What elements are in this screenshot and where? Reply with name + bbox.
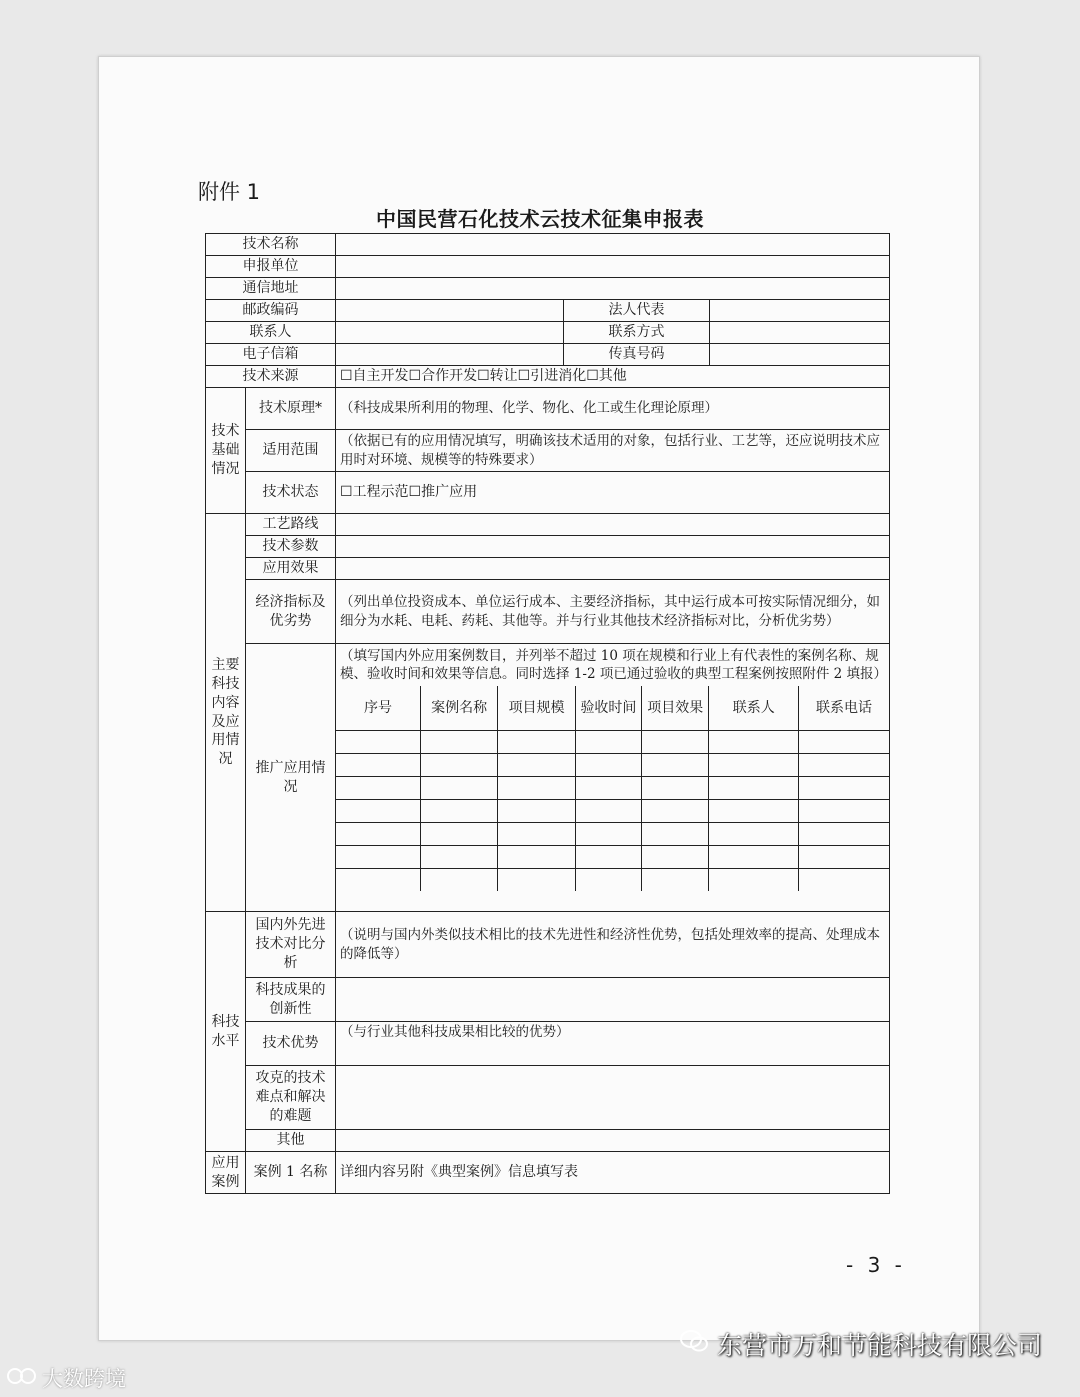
- case-cell[interactable]: [709, 753, 798, 776]
- tech-params-field[interactable]: [336, 536, 890, 558]
- case-cell[interactable]: [420, 799, 497, 822]
- case-cell[interactable]: [498, 822, 575, 845]
- form-title: 中国民营石化技术云技术征集申报表: [376, 207, 704, 231]
- contact-person-field[interactable]: [336, 322, 564, 344]
- case-cell[interactable]: [336, 730, 420, 753]
- economic-indicators-label: 经济指标及优劣势: [246, 580, 336, 644]
- application-case-section-label: 应用案例: [206, 1152, 246, 1194]
- case-cell[interactable]: [709, 776, 798, 799]
- case-table: [336, 686, 889, 891]
- case-cell[interactable]: [575, 753, 641, 776]
- domestic-comparison-label: 国内外先进技术对比分析: [246, 912, 336, 978]
- case-cell[interactable]: [420, 845, 497, 868]
- case-cell[interactable]: [575, 730, 641, 753]
- case-cell[interactable]: [798, 776, 889, 799]
- case-cell[interactable]: [575, 868, 641, 891]
- tech-principle-label: 技术原理*: [246, 388, 336, 430]
- case-cell[interactable]: [709, 730, 798, 753]
- app-effect-field[interactable]: [336, 558, 890, 580]
- case-cell[interactable]: [420, 776, 497, 799]
- row-contact: [206, 322, 890, 344]
- postal-code-field[interactable]: [336, 300, 564, 322]
- innovation-field[interactable]: [336, 978, 890, 1022]
- address-label: 通信地址: [206, 278, 336, 300]
- applicable-scope-note[interactable]: （依据已有的应用情况填写，明确该技术适用的对象，包括行业、工艺等，还应说明技术应用时对环境、规模等的特殊要求）: [336, 430, 890, 472]
- case-cell[interactable]: [498, 868, 575, 891]
- case-cell[interactable]: [420, 730, 497, 753]
- case-name-label: 案例 1 名称: [246, 1152, 336, 1194]
- case-cell[interactable]: [336, 753, 420, 776]
- case-cell[interactable]: [498, 776, 575, 799]
- process-route-field[interactable]: [336, 514, 890, 536]
- case-cell[interactable]: [798, 753, 889, 776]
- row-application-case: [206, 1152, 890, 1194]
- case-cell[interactable]: [709, 868, 798, 891]
- promotion-cell: [336, 644, 890, 912]
- process-route-label: 工艺路线: [246, 514, 336, 536]
- fax-label: 传真号码: [564, 344, 710, 366]
- row-innovation: [206, 978, 890, 1022]
- contact-method-field[interactable]: [710, 322, 890, 344]
- case-cell[interactable]: [709, 845, 798, 868]
- applicant-unit-field[interactable]: [336, 256, 890, 278]
- case-cell[interactable]: [642, 730, 709, 753]
- wechat-icon: [679, 1328, 709, 1360]
- case-header-cell: 联系电话: [798, 686, 889, 730]
- case-cell[interactable]: [709, 799, 798, 822]
- case-cell[interactable]: [420, 753, 497, 776]
- case-table-header: [336, 686, 889, 730]
- watermark-text: 大数跨境: [42, 1367, 126, 1391]
- row-domestic-comparison: [206, 912, 890, 978]
- contact-person-label: 联系人: [206, 322, 336, 344]
- main-content-section-label: 主要科技内容及应用情况: [206, 514, 246, 912]
- row-tech-params: [206, 536, 890, 558]
- case-cell[interactable]: [498, 753, 575, 776]
- tech-source-options[interactable]: ☐自主开发☐合作开发☐转让☐引进消化☐其他: [336, 366, 890, 388]
- case-cell[interactable]: [575, 799, 641, 822]
- case-header-cell: 案例名称: [420, 686, 497, 730]
- row-promotion: [206, 644, 890, 912]
- case-cell[interactable]: [498, 730, 575, 753]
- fax-field[interactable]: [710, 344, 890, 366]
- case-cell[interactable]: [642, 776, 709, 799]
- tech-principle-note[interactable]: （科技成果所利用的物理、化学、物化、化工或生化理论原理）: [336, 388, 890, 430]
- case-cell[interactable]: [336, 845, 420, 868]
- case-cell[interactable]: [575, 845, 641, 868]
- table-row: [336, 822, 889, 845]
- postal-code-label: 邮政编码: [206, 300, 336, 322]
- case-cell[interactable]: [420, 822, 497, 845]
- other-field[interactable]: [336, 1130, 890, 1152]
- legal-rep-field[interactable]: [710, 300, 890, 322]
- case-cell[interactable]: [336, 799, 420, 822]
- tech-name-field[interactable]: [336, 234, 890, 256]
- tech-status-options[interactable]: ☐工程示范☐推广应用: [336, 472, 890, 514]
- row-app-effect: [206, 558, 890, 580]
- tech-level-section-label: 科技水平: [206, 912, 246, 1152]
- watermark-logo-icon: [6, 1365, 38, 1392]
- case-cell[interactable]: [798, 822, 889, 845]
- row-applicant-unit: [206, 256, 890, 278]
- row-process-route: [206, 514, 890, 536]
- case-header-cell: 验收时间: [575, 686, 641, 730]
- row-tech-principle: [206, 388, 890, 430]
- tech-source-label: 技术来源: [206, 366, 336, 388]
- applicant-unit-label: 申报单位: [206, 256, 336, 278]
- case-cell[interactable]: [642, 868, 709, 891]
- case-cell[interactable]: [642, 753, 709, 776]
- row-difficulties: [206, 1066, 890, 1130]
- case-header-cell: 项目效果: [642, 686, 709, 730]
- row-tech-status: [206, 472, 890, 514]
- promotion-label: 推广应用情况: [246, 644, 336, 912]
- innovation-label: 科技成果的创新性: [246, 978, 336, 1022]
- email-field[interactable]: [336, 344, 564, 366]
- tech-status-label: 技术状态: [246, 472, 336, 514]
- company-name: 东营市万和节能科技有限公司: [716, 1331, 1042, 1360]
- page-number: - 3 -: [846, 1253, 906, 1277]
- tech-params-label: 技术参数: [246, 536, 336, 558]
- basic-info-section-label: 技术基础情况: [206, 388, 246, 514]
- table-row: [336, 753, 889, 776]
- case-cell[interactable]: [336, 822, 420, 845]
- economic-indicators-note[interactable]: （列出单位投资成本、单位运行成本、主要经济指标，其中运行成本可按实际情况细分，如细分为水耗、电耗、药耗、其他等。并与行业其他技术经济指标对比，分析优劣势）: [336, 580, 890, 644]
- case-cell[interactable]: [642, 799, 709, 822]
- case-header-cell: 项目规模: [498, 686, 575, 730]
- case-cell[interactable]: [336, 868, 420, 891]
- difficulties-label: 攻克的技术难点和解决的难题: [246, 1066, 336, 1130]
- case-detail-note[interactable]: 详细内容另附《典型案例》信息填写表: [336, 1152, 890, 1194]
- row-postal-code: [206, 300, 890, 322]
- contact-method-label: 联系方式: [564, 322, 710, 344]
- case-cell[interactable]: [498, 799, 575, 822]
- case-cell[interactable]: [642, 845, 709, 868]
- case-header-cell: 序号: [336, 686, 420, 730]
- case-header-cell: 联系人: [709, 686, 798, 730]
- promotion-note: （填写国内外应用案例数目，并列举不超过 10 项在规模和行业上有代表性的案例名称、规模、验收时间和效果等信息。同时选择 1-2 项已通过验收的典型工程案例按照附件 2 填报）: [340, 648, 887, 683]
- applicable-scope-label: 适用范围: [246, 430, 336, 472]
- bottom-left-watermark: [6, 1363, 126, 1393]
- row-tech-name: [206, 234, 890, 256]
- row-address: [206, 278, 890, 300]
- application-form-table: [205, 233, 890, 1194]
- tech-name-label: 技术名称: [206, 234, 336, 256]
- case-cell[interactable]: [798, 799, 889, 822]
- case-cell[interactable]: [798, 868, 889, 891]
- case-cell[interactable]: [575, 776, 641, 799]
- row-tech-source: [206, 366, 890, 388]
- domestic-comparison-note[interactable]: （说明与国内外类似技术相比的技术先进性和经济性优势，包括处理效率的提高、处理成本的降低等）: [336, 912, 890, 978]
- legal-rep-label: 法人代表: [564, 300, 710, 322]
- row-economic-indicators: [206, 580, 890, 644]
- other-label: 其他: [246, 1130, 336, 1152]
- table-row: [336, 845, 889, 868]
- annex-label: 附件 1: [198, 180, 261, 204]
- address-field[interactable]: [336, 278, 890, 300]
- table-row: [336, 730, 889, 753]
- email-label: 电子信箱: [206, 344, 336, 366]
- table-row: [336, 799, 889, 822]
- row-applicable-scope: [206, 430, 890, 472]
- case-cell[interactable]: [709, 822, 798, 845]
- company-watermark: [679, 1326, 1042, 1362]
- difficulties-field[interactable]: [336, 1066, 890, 1130]
- case-cell[interactable]: [575, 822, 641, 845]
- row-other: [206, 1130, 890, 1152]
- case-cell[interactable]: [798, 845, 889, 868]
- app-effect-label: 应用效果: [246, 558, 336, 580]
- table-row: [336, 868, 889, 891]
- case-cell[interactable]: [336, 776, 420, 799]
- tech-advantage-label: 技术优势: [246, 1022, 336, 1066]
- case-cell[interactable]: [798, 730, 889, 753]
- case-cell[interactable]: [420, 868, 497, 891]
- case-cell[interactable]: [642, 822, 709, 845]
- tech-advantage-note[interactable]: （与行业其他科技成果相比较的优势）: [336, 1022, 890, 1066]
- row-tech-advantage: [206, 1022, 890, 1066]
- row-email: [206, 344, 890, 366]
- table-row: [336, 776, 889, 799]
- case-cell[interactable]: [498, 845, 575, 868]
